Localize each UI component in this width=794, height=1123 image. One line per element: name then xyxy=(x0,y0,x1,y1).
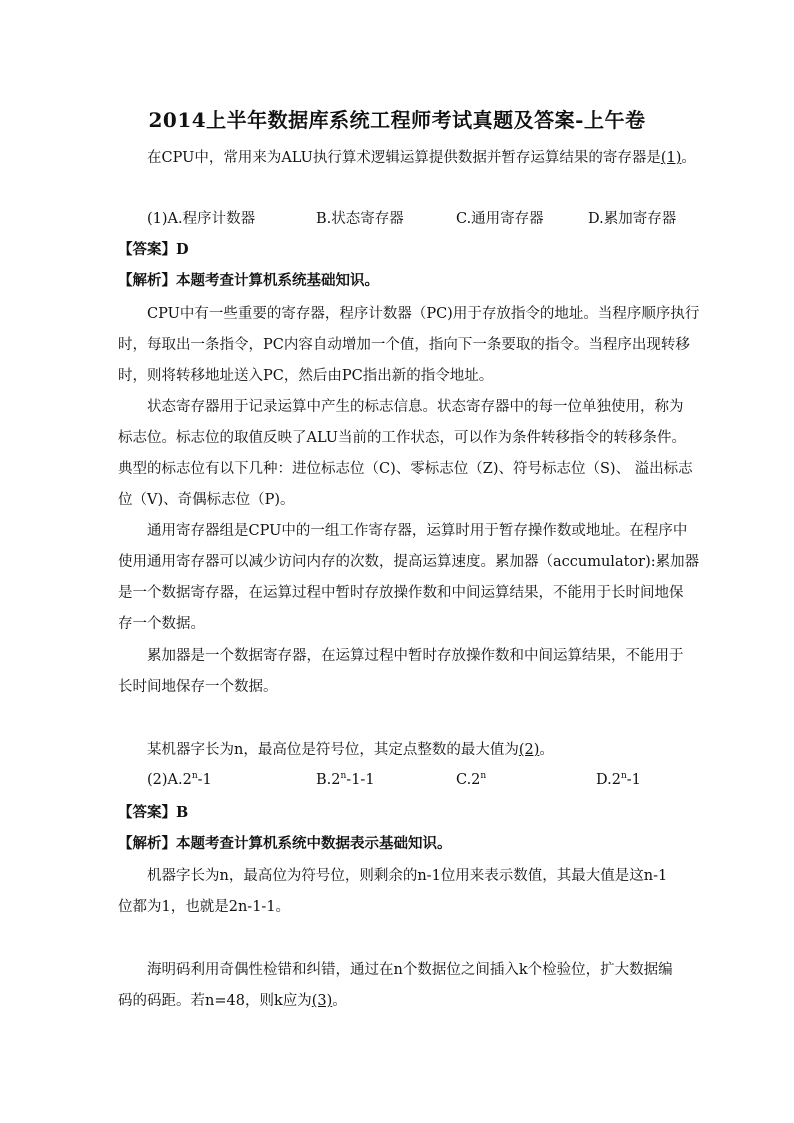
question-2-blank: (2) xyxy=(518,742,540,758)
analysis-title: 本题考查计算机系统中数据表示基础知识。 xyxy=(176,835,452,852)
analysis-line: 长时间地保存一个数据。 xyxy=(118,679,278,695)
question-3-stem-end: 。 xyxy=(332,993,347,1009)
question-1-option-d: D.累加寄存器 xyxy=(588,211,677,227)
question-1-stem xyxy=(147,146,696,167)
question-2-stem-text: 某机器字长为n，最高位是符号位，其定点整数的最大值为 xyxy=(147,742,519,758)
question-1-stem-text: 在CPU中，常用来为ALU执行算术逻辑运算提供数据并暂存运算结果的寄存器是 xyxy=(147,150,661,166)
question-2-stem-end: 。 xyxy=(539,742,554,758)
analysis-label: 【解析】 xyxy=(118,272,176,289)
answer-label: 【答案】 xyxy=(118,241,176,258)
question-2-option-d: D.2$^n$-1 xyxy=(596,771,641,788)
question-1-stem-end: 。 xyxy=(681,150,696,166)
question-2-option-a: (2)A.2$^n$-1 xyxy=(147,771,212,788)
analysis-line: 时，每取出一条指令，PC内容自动增加一个值，指向下一条要取的指令。当程序出现转移 xyxy=(118,337,690,353)
analysis-line: 通用寄存器组是CPU中的一组工作寄存器，运算时用于暂存操作数或地址。在程序中 xyxy=(147,523,688,539)
analysis-line: 存一个数据。 xyxy=(118,616,205,632)
analysis-line: 累加器是一个数据寄存器，在运算过程中暂时存放操作数和中间运算结果，不能用于 xyxy=(147,648,684,664)
question-2-answer xyxy=(118,801,188,822)
analysis-line: 使用通用寄存器可以减少访问内存的次数，提高运算速度。累加器（accumulator):累加器 xyxy=(118,554,700,570)
question-3-stem-line-2 xyxy=(118,989,347,1010)
question-1-option-c: C.通用寄存器 xyxy=(456,211,544,227)
question-3-stem-line-1: 海明码利用奇偶性检错和纠错，通过在n个数据位之间插入k个检验位，扩大数据编 xyxy=(147,962,673,978)
question-3-blank: (3) xyxy=(311,993,333,1009)
analysis-line: 位都为1，也就是2n-1-1。 xyxy=(118,899,291,915)
question-2-analysis-heading xyxy=(118,832,452,853)
analysis-line: 时，则将转移地址送入PC，然后由PC指出新的指令地址。 xyxy=(118,368,494,384)
analysis-line: 典型的标志位有以下几种：进位标志位（C)、零标志位（Z)、符号标志位（S)、 溢出标志 xyxy=(118,461,693,477)
analysis-line: 位（V)、奇偶标志位（P)。 xyxy=(118,492,295,508)
question-2-stem xyxy=(147,738,554,759)
answer-value: D xyxy=(176,241,189,258)
answer-label: 【答案】 xyxy=(118,804,176,821)
analysis-line: 标志位。标志位的取值反映了ALU当前的工作状态，可以作为条件转移指令的转移条件。 xyxy=(118,430,687,446)
question-1-answer xyxy=(118,238,189,259)
analysis-label: 【解析】 xyxy=(118,835,176,852)
page-title: 2014上半年数据库系统工程师考试真题及答案-上午卷 xyxy=(148,108,646,132)
analysis-line: 机器字长为n，最高位为符号位，则剩余的n-1位用来表示数值，其最大值是这n-1 xyxy=(147,868,668,884)
question-2-option-c: C.2$^n$ xyxy=(456,771,487,788)
question-2-option-b: B.2$^n$-1-1 xyxy=(316,771,375,788)
analysis-line: 是一个数据寄存器，在运算过程中暂时存放操作数和中间运算结果，不能用于长时间地保 xyxy=(118,585,684,601)
question-1-analysis-heading xyxy=(118,269,379,290)
analysis-line: 状态寄存器用于记录运算中产生的标志信息。状态寄存器中的每一位单独使用，称为 xyxy=(147,399,684,415)
question-1-option-a: (1)A.程序计数器 xyxy=(147,211,256,227)
question-3-stem-text: 码的码距。若n=48，则k应为 xyxy=(118,993,312,1009)
question-1-option-b: B.状态寄存器 xyxy=(316,211,404,227)
analysis-title: 本题考查计算机系统基础知识。 xyxy=(176,272,379,289)
question-1-blank: (1) xyxy=(660,150,682,166)
answer-value: B xyxy=(176,804,189,821)
analysis-line: CPU中有一些重要的寄存器，程序计数器（PC)用于存放指令的地址。当程序顺序执行 xyxy=(147,306,700,322)
